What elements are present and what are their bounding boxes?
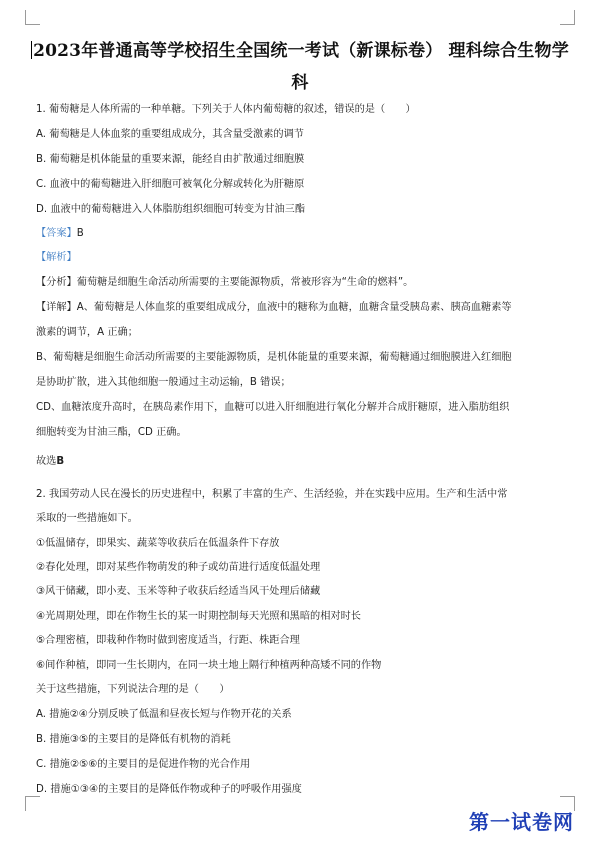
corner-mark-top-right <box>560 10 575 25</box>
site-watermark: 第一试卷网 <box>469 810 574 834</box>
q1-cd-line2: 细胞转变为甘油三酯，CD 正确。 <box>36 427 187 438</box>
q2-stem-line1: 2. 我国劳动人民在漫长的历史进程中，积累了丰富的生产、生活经验，并在实践中应用。生产和生活中常 <box>36 489 508 500</box>
q1-b-line2: 是协助扩散，进入其他细胞一般通过主动运输，B 错误； <box>36 377 291 388</box>
q1-option-d: D. 血液中的葡萄糖进入人体脂肪组织细胞可转变为甘油三酯 <box>36 204 306 215</box>
page-title-line2: 科 <box>291 73 309 93</box>
q1-option-c: C. 血液中的葡萄糖进入肝细胞可被氧化分解或转化为肝糖原 <box>36 179 305 190</box>
q2-measure-4: ④光周期处理，即在作物生长的某一时期控制每天光照和黑暗的相对时长 <box>36 611 361 622</box>
q2-option-c: C. 措施②⑤⑥的主要目的是促进作物的光合作用 <box>36 759 251 770</box>
corner-mark-top-left <box>25 10 40 25</box>
q1-stem: 1. 葡萄糖是人体所需的一种单糖。下列关于人体内葡萄糖的叙述，错误的是（ ） <box>36 104 416 115</box>
text-cursor <box>31 41 32 59</box>
q1-answer <box>36 227 84 241</box>
page-title-line1: 2023年普通高等学校招生全国统一考试（新课标卷） 理科综合生物学 <box>33 41 569 61</box>
q2-measure-5: ⑤合理密植，即栽种作物时做到密度适当，行距、株距合理 <box>36 635 300 646</box>
q1-b-line1: B、葡萄糖是细胞生命活动所需要的主要能源物质，是机体能量的重要来源，葡萄糖通过细胞膜进入红细胞 <box>36 352 512 363</box>
q2-measure-1: ①低温储存，即果实、蔬菜等收获后在低温条件下存放 <box>36 538 280 549</box>
xiangjie-tag: 【详解】 <box>36 302 77 313</box>
q1-option-b: B. 葡萄糖是机体能量的重要来源，能经自由扩散通过细胞膜 <box>36 154 305 165</box>
answer-value: B <box>76 228 84 239</box>
q2-option-b: B. 措施③⑤的主要目的是降低有机物的消耗 <box>36 734 231 745</box>
q2-measure-3: ③风干储藏，即小麦、玉米等种子收获后经适当风干处理后储藏 <box>36 586 321 597</box>
xiangjie-text1: A、葡萄糖是人体血浆的重要组成成分，血液中的糖称为血糖，血糖含量受胰岛素、胰高血糖素等 <box>76 302 512 313</box>
conclusion-letter: B <box>56 456 65 467</box>
q2-stem-line2: 采取的一些措施如下。 <box>36 513 138 524</box>
corner-mark-bottom-left <box>25 796 40 811</box>
q1-xiangjie-line1 <box>36 301 512 315</box>
conclusion-text: 故选 <box>36 456 57 467</box>
q1-analysis-tag <box>36 251 77 265</box>
q1-fenxi <box>36 276 413 290</box>
q2-measure-2: ②春化处理，即对某些作物萌发的种子或幼苗进行适度低温处理 <box>36 562 321 573</box>
fenxi-text: 葡萄糖是细胞生命活动所需要的主要能源物质，常被形容为“生命的燃料”。 <box>76 277 414 288</box>
page-title <box>30 36 570 61</box>
q1-option-a: A. 葡萄糖是人体血浆的重要组成成分，其含量受激素的调节 <box>36 129 304 140</box>
fenxi-tag: 【分析】 <box>36 277 77 288</box>
answer-tag: 【答案】 <box>36 228 77 239</box>
q2-option-d: D. 措施①③④的主要目的是降低作物或种子的呼吸作用强度 <box>36 784 302 795</box>
q1-xiangjie-line2: 激素的调节，A 正确； <box>36 327 138 338</box>
q2-option-a: A. 措施②④分别反映了低温和昼夜长短与作物开花的关系 <box>36 709 292 720</box>
q1-cd-line1: CD、血糖浓度升高时，在胰岛素作用下，血糖可以进入肝细胞进行氧化分解并合成肝糖原，进入脂肪组织 <box>36 402 510 413</box>
analysis-tag: 【解析】 <box>36 252 77 263</box>
q2-ask: 关于这些措施，下列说法合理的是（ ） <box>36 684 230 695</box>
q1-conclusion <box>36 455 64 469</box>
q2-measure-6: ⑥间作种植，即同一生长期内，在同一块土地上隔行种植两种高矮不同的作物 <box>36 660 382 671</box>
